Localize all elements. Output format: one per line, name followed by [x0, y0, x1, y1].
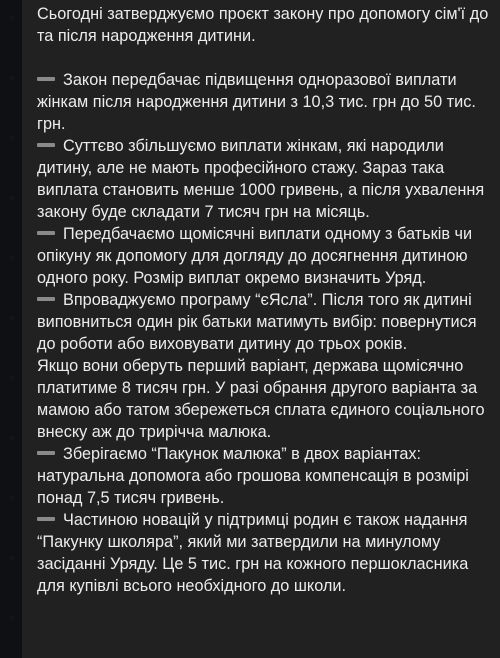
bullet-text: Суттєво збільшуємо виплати жінкам, які народили дитину, але не мають професійного стажу. Зараз така виплата становить менше 1000 гривень, а після ухвалення закону буде складати 7 тисяч грн на місяць.	[37, 137, 485, 221]
bullet-item	[37, 223, 490, 289]
dash-icon	[37, 297, 55, 301]
bullet-item	[37, 289, 490, 355]
bullet-text: Впроваджуємо програму “єЯсла”. Після того як дитині виповниться один рік батьки матимуть вибір: повернутися до роботи або виховувати дитину до трьох років.	[37, 291, 477, 353]
message-bubble	[22, 0, 500, 658]
bullet-item	[37, 443, 490, 509]
message-text	[37, 3, 490, 597]
dash-icon	[37, 517, 55, 521]
bullet-text: Передбачаємо щомісячні виплати одному з батьків чи опікуну як допомогу для догляду до досягнення дитиною одного року. Розмір виплат окремо визначить Уряд.	[37, 225, 473, 287]
dash-icon	[37, 143, 55, 147]
bullet-item	[37, 509, 490, 597]
dash-icon	[37, 77, 55, 81]
bullet-text: Частиною новацій у підтримці родин є також надання “Пакунку школяра”, який ми затвердили на минулому засіданні Уряду. Це 5 тис. грн на кожного першокласника для купівлі всього необхідного до школи.	[37, 511, 469, 595]
dash-icon	[37, 231, 55, 235]
message-intro: Сьогодні затверджуємо проєкт закону про допомогу сім'ї до та після народження дитини.	[37, 5, 489, 45]
bullet-text: Зберігаємо “Пакунок малюка” в двох варіантах: натуральна допомога або грошова компенсація в розмірі понад 7,5 тисяч гривень.	[37, 445, 469, 507]
dash-icon	[37, 451, 55, 455]
paragraph-gap	[37, 47, 490, 69]
bullet-item	[37, 135, 490, 223]
bullet-item	[37, 69, 490, 135]
continuation-text: Якщо вони оберуть перший варіант, держава щомісячно платитиме 8 тисяч грн. У разі обрання другого варіанта за мамою або татом збережеться сплата єдиного соціального внеску аж до трирічча малюка.	[37, 357, 485, 441]
bullet-text: Закон передбачає підвищення одноразової виплати жінкам після народження дитини з 10,3 тис. грн до 50 тис. грн.	[37, 71, 476, 133]
